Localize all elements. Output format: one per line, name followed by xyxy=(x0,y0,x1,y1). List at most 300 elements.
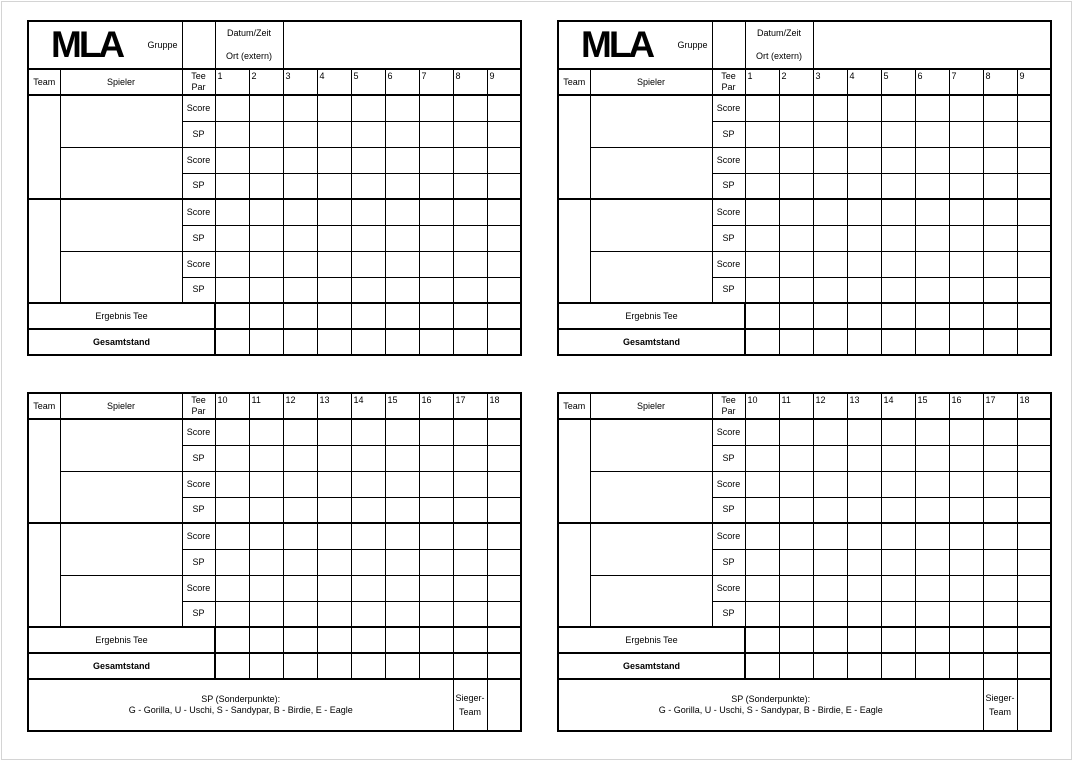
score-cell[interactable] xyxy=(419,199,453,225)
ergebnis-tee-cell[interactable] xyxy=(847,627,881,653)
score-cell[interactable] xyxy=(453,471,487,497)
score-cell[interactable] xyxy=(385,419,419,445)
sp-cell[interactable] xyxy=(351,225,385,251)
sp-cell[interactable] xyxy=(779,277,813,303)
gesamtstand-cell[interactable] xyxy=(1017,653,1051,679)
sp-cell[interactable] xyxy=(881,445,915,471)
sp-cell[interactable] xyxy=(1017,601,1051,627)
sp-cell[interactable] xyxy=(351,549,385,575)
sp-cell[interactable] xyxy=(249,497,283,523)
score-cell[interactable] xyxy=(487,575,521,601)
spieler-name-cell[interactable] xyxy=(60,199,182,251)
sp-cell[interactable] xyxy=(813,497,847,523)
sp-cell[interactable] xyxy=(215,173,249,199)
score-cell[interactable] xyxy=(881,523,915,549)
gruppe-value[interactable] xyxy=(182,21,215,69)
score-cell[interactable] xyxy=(1017,471,1051,497)
score-cell[interactable] xyxy=(249,471,283,497)
gesamtstand-cell[interactable] xyxy=(385,653,419,679)
sieger-team-value[interactable] xyxy=(487,679,521,731)
ergebnis-tee-cell[interactable] xyxy=(813,627,847,653)
sp-cell[interactable] xyxy=(847,497,881,523)
gesamtstand-cell[interactable] xyxy=(487,653,521,679)
sp-cell[interactable] xyxy=(1017,549,1051,575)
ergebnis-tee-cell[interactable] xyxy=(1017,303,1051,329)
score-cell[interactable] xyxy=(317,575,351,601)
score-cell[interactable] xyxy=(949,419,983,445)
ergebnis-tee-cell[interactable] xyxy=(419,627,453,653)
sp-cell[interactable] xyxy=(249,277,283,303)
score-cell[interactable] xyxy=(385,147,419,173)
ergebnis-tee-cell[interactable] xyxy=(745,627,779,653)
sp-cell[interactable] xyxy=(487,549,521,575)
sp-cell[interactable] xyxy=(419,225,453,251)
sp-cell[interactable] xyxy=(813,173,847,199)
ergebnis-tee-cell[interactable] xyxy=(215,303,249,329)
sp-cell[interactable] xyxy=(745,601,779,627)
score-cell[interactable] xyxy=(249,419,283,445)
sp-cell[interactable] xyxy=(317,601,351,627)
sp-cell[interactable] xyxy=(1017,225,1051,251)
score-cell[interactable] xyxy=(453,419,487,445)
score-cell[interactable] xyxy=(317,523,351,549)
datum-ort-value[interactable] xyxy=(813,21,1051,69)
team-cell[interactable] xyxy=(28,199,60,303)
score-cell[interactable] xyxy=(949,95,983,121)
sp-cell[interactable] xyxy=(487,225,521,251)
gesamtstand-cell[interactable] xyxy=(419,653,453,679)
gesamtstand-cell[interactable] xyxy=(949,653,983,679)
score-cell[interactable] xyxy=(915,251,949,277)
score-cell[interactable] xyxy=(453,95,487,121)
sp-cell[interactable] xyxy=(847,601,881,627)
score-cell[interactable] xyxy=(351,575,385,601)
sp-cell[interactable] xyxy=(847,173,881,199)
gesamtstand-cell[interactable] xyxy=(847,329,881,355)
gesamtstand-cell[interactable] xyxy=(847,653,881,679)
score-cell[interactable] xyxy=(1017,523,1051,549)
score-cell[interactable] xyxy=(847,523,881,549)
sp-cell[interactable] xyxy=(419,121,453,147)
sp-cell[interactable] xyxy=(915,497,949,523)
sp-cell[interactable] xyxy=(881,225,915,251)
ergebnis-tee-cell[interactable] xyxy=(351,303,385,329)
score-cell[interactable] xyxy=(881,251,915,277)
score-cell[interactable] xyxy=(283,575,317,601)
score-cell[interactable] xyxy=(949,147,983,173)
gesamtstand-cell[interactable] xyxy=(215,653,249,679)
score-cell[interactable] xyxy=(847,471,881,497)
sp-cell[interactable] xyxy=(385,601,419,627)
ergebnis-tee-cell[interactable] xyxy=(385,303,419,329)
score-cell[interactable] xyxy=(915,523,949,549)
ergebnis-tee-cell[interactable] xyxy=(351,627,385,653)
score-cell[interactable] xyxy=(847,419,881,445)
spieler-name-cell[interactable] xyxy=(590,251,712,303)
team-cell[interactable] xyxy=(558,523,590,627)
score-cell[interactable] xyxy=(949,251,983,277)
score-cell[interactable] xyxy=(745,575,779,601)
sp-cell[interactable] xyxy=(983,121,1017,147)
score-cell[interactable] xyxy=(317,419,351,445)
sp-cell[interactable] xyxy=(317,549,351,575)
sp-cell[interactable] xyxy=(779,445,813,471)
sp-cell[interactable] xyxy=(249,445,283,471)
ergebnis-tee-cell[interactable] xyxy=(983,627,1017,653)
score-cell[interactable] xyxy=(419,523,453,549)
sp-cell[interactable] xyxy=(385,225,419,251)
score-cell[interactable] xyxy=(915,471,949,497)
score-cell[interactable] xyxy=(419,147,453,173)
sp-cell[interactable] xyxy=(915,173,949,199)
score-cell[interactable] xyxy=(419,251,453,277)
sieger-team-value[interactable] xyxy=(1017,679,1051,731)
sp-cell[interactable] xyxy=(215,225,249,251)
ergebnis-tee-cell[interactable] xyxy=(487,627,521,653)
score-cell[interactable] xyxy=(249,251,283,277)
sp-cell[interactable] xyxy=(881,121,915,147)
score-cell[interactable] xyxy=(453,147,487,173)
score-cell[interactable] xyxy=(351,199,385,225)
sp-cell[interactable] xyxy=(847,225,881,251)
ergebnis-tee-cell[interactable] xyxy=(983,303,1017,329)
gesamtstand-cell[interactable] xyxy=(419,329,453,355)
score-cell[interactable] xyxy=(983,419,1017,445)
score-cell[interactable] xyxy=(215,95,249,121)
sp-cell[interactable] xyxy=(1017,121,1051,147)
score-cell[interactable] xyxy=(487,471,521,497)
sp-cell[interactable] xyxy=(983,445,1017,471)
ergebnis-tee-cell[interactable] xyxy=(779,627,813,653)
ergebnis-tee-cell[interactable] xyxy=(453,627,487,653)
gesamtstand-cell[interactable] xyxy=(915,653,949,679)
score-cell[interactable] xyxy=(419,575,453,601)
spieler-name-cell[interactable] xyxy=(590,147,712,199)
sp-cell[interactable] xyxy=(283,497,317,523)
gesamtstand-cell[interactable] xyxy=(351,653,385,679)
sp-cell[interactable] xyxy=(215,277,249,303)
team-cell[interactable] xyxy=(28,419,60,523)
gesamtstand-cell[interactable] xyxy=(385,329,419,355)
gesamtstand-cell[interactable] xyxy=(949,329,983,355)
sp-cell[interactable] xyxy=(487,497,521,523)
score-cell[interactable] xyxy=(847,575,881,601)
sp-cell[interactable] xyxy=(283,277,317,303)
sp-cell[interactable] xyxy=(813,601,847,627)
score-cell[interactable] xyxy=(487,95,521,121)
score-cell[interactable] xyxy=(847,147,881,173)
score-cell[interactable] xyxy=(317,251,351,277)
ergebnis-tee-cell[interactable] xyxy=(283,627,317,653)
sp-cell[interactable] xyxy=(1017,445,1051,471)
sp-cell[interactable] xyxy=(453,445,487,471)
score-cell[interactable] xyxy=(487,419,521,445)
team-cell[interactable] xyxy=(558,95,590,199)
sp-cell[interactable] xyxy=(949,121,983,147)
score-cell[interactable] xyxy=(847,251,881,277)
ergebnis-tee-cell[interactable] xyxy=(779,303,813,329)
gesamtstand-cell[interactable] xyxy=(317,653,351,679)
sp-cell[interactable] xyxy=(487,277,521,303)
score-cell[interactable] xyxy=(813,95,847,121)
sp-cell[interactable] xyxy=(215,445,249,471)
sp-cell[interactable] xyxy=(847,277,881,303)
score-cell[interactable] xyxy=(983,251,1017,277)
sp-cell[interactable] xyxy=(283,601,317,627)
gesamtstand-cell[interactable] xyxy=(779,329,813,355)
sp-cell[interactable] xyxy=(949,277,983,303)
sp-cell[interactable] xyxy=(351,445,385,471)
score-cell[interactable] xyxy=(779,199,813,225)
sp-cell[interactable] xyxy=(317,173,351,199)
sp-cell[interactable] xyxy=(915,225,949,251)
gesamtstand-cell[interactable] xyxy=(813,329,847,355)
sp-cell[interactable] xyxy=(283,225,317,251)
sp-cell[interactable] xyxy=(1017,497,1051,523)
sp-cell[interactable] xyxy=(915,121,949,147)
score-cell[interactable] xyxy=(249,147,283,173)
sp-cell[interactable] xyxy=(881,497,915,523)
score-cell[interactable] xyxy=(351,419,385,445)
sp-cell[interactable] xyxy=(283,173,317,199)
sp-cell[interactable] xyxy=(317,497,351,523)
score-cell[interactable] xyxy=(779,251,813,277)
score-cell[interactable] xyxy=(881,471,915,497)
sp-cell[interactable] xyxy=(215,549,249,575)
spieler-name-cell[interactable] xyxy=(60,147,182,199)
sp-cell[interactable] xyxy=(487,121,521,147)
score-cell[interactable] xyxy=(283,419,317,445)
gesamtstand-cell[interactable] xyxy=(249,653,283,679)
sp-cell[interactable] xyxy=(745,225,779,251)
spieler-name-cell[interactable] xyxy=(60,419,182,471)
score-cell[interactable] xyxy=(813,419,847,445)
gesamtstand-cell[interactable] xyxy=(779,653,813,679)
score-cell[interactable] xyxy=(745,419,779,445)
sp-cell[interactable] xyxy=(779,549,813,575)
score-cell[interactable] xyxy=(881,147,915,173)
score-cell[interactable] xyxy=(779,147,813,173)
score-cell[interactable] xyxy=(249,95,283,121)
score-cell[interactable] xyxy=(949,575,983,601)
ergebnis-tee-cell[interactable] xyxy=(847,303,881,329)
sp-cell[interactable] xyxy=(487,173,521,199)
spieler-name-cell[interactable] xyxy=(60,95,182,147)
score-cell[interactable] xyxy=(1017,95,1051,121)
score-cell[interactable] xyxy=(351,95,385,121)
score-cell[interactable] xyxy=(283,471,317,497)
score-cell[interactable] xyxy=(1017,251,1051,277)
sp-cell[interactable] xyxy=(847,549,881,575)
sp-cell[interactable] xyxy=(385,549,419,575)
sp-cell[interactable] xyxy=(813,445,847,471)
score-cell[interactable] xyxy=(983,95,1017,121)
ergebnis-tee-cell[interactable] xyxy=(317,303,351,329)
sp-cell[interactable] xyxy=(453,121,487,147)
sp-cell[interactable] xyxy=(283,445,317,471)
gesamtstand-cell[interactable] xyxy=(215,329,249,355)
score-cell[interactable] xyxy=(745,147,779,173)
gesamtstand-cell[interactable] xyxy=(881,329,915,355)
score-cell[interactable] xyxy=(983,147,1017,173)
score-cell[interactable] xyxy=(351,471,385,497)
sp-cell[interactable] xyxy=(881,173,915,199)
score-cell[interactable] xyxy=(813,251,847,277)
score-cell[interactable] xyxy=(881,419,915,445)
sp-cell[interactable] xyxy=(419,497,453,523)
score-cell[interactable] xyxy=(983,199,1017,225)
score-cell[interactable] xyxy=(283,251,317,277)
sp-cell[interactable] xyxy=(847,445,881,471)
sp-cell[interactable] xyxy=(283,121,317,147)
sp-cell[interactable] xyxy=(983,549,1017,575)
sp-cell[interactable] xyxy=(249,225,283,251)
sp-cell[interactable] xyxy=(813,549,847,575)
sp-cell[interactable] xyxy=(453,225,487,251)
gesamtstand-cell[interactable] xyxy=(317,329,351,355)
sp-cell[interactable] xyxy=(385,173,419,199)
sp-cell[interactable] xyxy=(385,445,419,471)
score-cell[interactable] xyxy=(453,251,487,277)
score-cell[interactable] xyxy=(813,147,847,173)
score-cell[interactable] xyxy=(487,199,521,225)
sp-cell[interactable] xyxy=(453,601,487,627)
gesamtstand-cell[interactable] xyxy=(983,329,1017,355)
spieler-name-cell[interactable] xyxy=(60,251,182,303)
team-cell[interactable] xyxy=(558,199,590,303)
score-cell[interactable] xyxy=(881,199,915,225)
score-cell[interactable] xyxy=(419,419,453,445)
gesamtstand-cell[interactable] xyxy=(283,653,317,679)
score-cell[interactable] xyxy=(487,523,521,549)
score-cell[interactable] xyxy=(745,251,779,277)
sp-cell[interactable] xyxy=(847,121,881,147)
score-cell[interactable] xyxy=(317,147,351,173)
score-cell[interactable] xyxy=(317,95,351,121)
score-cell[interactable] xyxy=(351,523,385,549)
ergebnis-tee-cell[interactable] xyxy=(385,627,419,653)
gesamtstand-cell[interactable] xyxy=(249,329,283,355)
sp-cell[interactable] xyxy=(745,277,779,303)
score-cell[interactable] xyxy=(915,147,949,173)
score-cell[interactable] xyxy=(283,199,317,225)
score-cell[interactable] xyxy=(317,471,351,497)
ergebnis-tee-cell[interactable] xyxy=(453,303,487,329)
ergebnis-tee-cell[interactable] xyxy=(881,303,915,329)
sp-cell[interactable] xyxy=(385,121,419,147)
score-cell[interactable] xyxy=(915,199,949,225)
sp-cell[interactable] xyxy=(881,549,915,575)
sp-cell[interactable] xyxy=(453,549,487,575)
score-cell[interactable] xyxy=(249,575,283,601)
sp-cell[interactable] xyxy=(779,497,813,523)
score-cell[interactable] xyxy=(385,471,419,497)
gesamtstand-cell[interactable] xyxy=(881,653,915,679)
ergebnis-tee-cell[interactable] xyxy=(215,627,249,653)
score-cell[interactable] xyxy=(745,471,779,497)
spieler-name-cell[interactable] xyxy=(60,471,182,523)
score-cell[interactable] xyxy=(813,575,847,601)
ergebnis-tee-cell[interactable] xyxy=(317,627,351,653)
sp-cell[interactable] xyxy=(385,497,419,523)
sp-cell[interactable] xyxy=(779,225,813,251)
score-cell[interactable] xyxy=(745,95,779,121)
score-cell[interactable] xyxy=(215,147,249,173)
gesamtstand-cell[interactable] xyxy=(983,653,1017,679)
gesamtstand-cell[interactable] xyxy=(745,329,779,355)
spieler-name-cell[interactable] xyxy=(590,523,712,575)
sp-cell[interactable] xyxy=(419,445,453,471)
sp-cell[interactable] xyxy=(419,549,453,575)
sp-cell[interactable] xyxy=(915,277,949,303)
score-cell[interactable] xyxy=(283,147,317,173)
ergebnis-tee-cell[interactable] xyxy=(419,303,453,329)
sp-cell[interactable] xyxy=(915,445,949,471)
sp-cell[interactable] xyxy=(745,445,779,471)
sp-cell[interactable] xyxy=(249,173,283,199)
spieler-name-cell[interactable] xyxy=(590,95,712,147)
score-cell[interactable] xyxy=(283,95,317,121)
team-cell[interactable] xyxy=(558,419,590,523)
score-cell[interactable] xyxy=(779,471,813,497)
sp-cell[interactable] xyxy=(983,601,1017,627)
score-cell[interactable] xyxy=(745,523,779,549)
sp-cell[interactable] xyxy=(215,601,249,627)
sp-cell[interactable] xyxy=(881,277,915,303)
spieler-name-cell[interactable] xyxy=(590,419,712,471)
score-cell[interactable] xyxy=(983,523,1017,549)
sp-cell[interactable] xyxy=(453,277,487,303)
score-cell[interactable] xyxy=(419,471,453,497)
sp-cell[interactable] xyxy=(745,173,779,199)
sp-cell[interactable] xyxy=(983,173,1017,199)
sp-cell[interactable] xyxy=(779,173,813,199)
score-cell[interactable] xyxy=(1017,419,1051,445)
score-cell[interactable] xyxy=(385,523,419,549)
ergebnis-tee-cell[interactable] xyxy=(249,303,283,329)
score-cell[interactable] xyxy=(351,251,385,277)
sp-cell[interactable] xyxy=(351,277,385,303)
sp-cell[interactable] xyxy=(949,225,983,251)
sp-cell[interactable] xyxy=(351,121,385,147)
sp-cell[interactable] xyxy=(419,173,453,199)
sp-cell[interactable] xyxy=(983,277,1017,303)
score-cell[interactable] xyxy=(487,147,521,173)
team-cell[interactable] xyxy=(28,95,60,199)
score-cell[interactable] xyxy=(983,575,1017,601)
score-cell[interactable] xyxy=(317,199,351,225)
sp-cell[interactable] xyxy=(949,497,983,523)
sp-cell[interactable] xyxy=(949,601,983,627)
score-cell[interactable] xyxy=(1017,199,1051,225)
sp-cell[interactable] xyxy=(453,497,487,523)
score-cell[interactable] xyxy=(813,523,847,549)
sp-cell[interactable] xyxy=(881,601,915,627)
score-cell[interactable] xyxy=(215,419,249,445)
sp-cell[interactable] xyxy=(745,497,779,523)
spieler-name-cell[interactable] xyxy=(590,575,712,627)
sp-cell[interactable] xyxy=(317,445,351,471)
score-cell[interactable] xyxy=(385,199,419,225)
sp-cell[interactable] xyxy=(351,173,385,199)
score-cell[interactable] xyxy=(453,523,487,549)
sp-cell[interactable] xyxy=(317,121,351,147)
score-cell[interactable] xyxy=(915,419,949,445)
sp-cell[interactable] xyxy=(215,497,249,523)
score-cell[interactable] xyxy=(881,95,915,121)
sp-cell[interactable] xyxy=(419,277,453,303)
score-cell[interactable] xyxy=(779,523,813,549)
